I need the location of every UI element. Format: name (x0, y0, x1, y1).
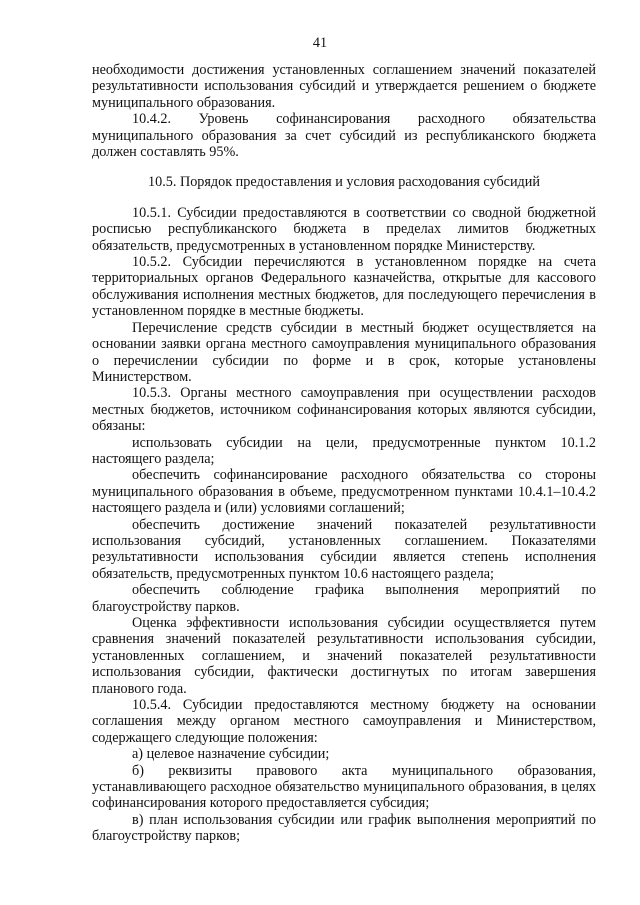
paragraph-10-5-1: 10.5.1. Субсидии предоставляются в соответствии со сводной бюджетной росписью республиканского бюджета в пределах лимитов бюджетных обязательств, предусмотренных в установленном порядке Министерству. (92, 204, 596, 254)
paragraph-transfer: Перечисление средств субсидии в местный бюджет осуществляется на основании заявки органа местного самоуправления муниципального образования о перечислении субсидии по форме и в срок, которые установлены Министерством. (92, 319, 596, 385)
agreement-item: а) целевое назначение субсидии; (132, 746, 330, 763)
paragraph-continuation: необходимости достижения установленных соглашением значений показателей результативности использования субсидий и утверждается решением о бюджете муниципального образования. (92, 62, 596, 111)
paragraph-10-5-2: 10.5.2. Субсидии перечисляются в установленном порядке на счета территориальных органов Федерального казначейства, открытые для кассового обслуживания исполнения местных бюджетов, для последующего перечисления в установленном порядке в местные бюджеты. (92, 254, 596, 320)
obligation-item: обеспечить достижение значений показателей результативности использования субсидий, установленных соглашением. Показателями результативности использования субсидии является степень исполнения обязательств, предусмотренных пунктом 10.6 настоящего раздела; (92, 516, 596, 582)
obligation-item: обеспечить софинансирование расходного обязательства со стороны муниципального образования в объеме, предусмотренном пунктами 10.4.1–10.4.2 настоящего раздела и (или) условиями соглашений; (92, 467, 596, 517)
agreement-item: в) план использования субсидии или график выполнения мероприятий по благоустройству парков; (92, 811, 596, 845)
document-body (92, 62, 596, 845)
obligation-item: использовать субсидии на цели, предусмотренные пунктом 10.1.2 настоящего раздела; (92, 434, 596, 467)
paragraph-10-4-2: 10.4.2. Уровень софинансирования расходного обязательства муниципального образования за счет субсидий из республиканского бюджета должен составлять 95%. (92, 111, 596, 161)
paragraph-10-5-4: 10.5.4. Субсидии предоставляются местному бюджету на основании соглашения между органом местного самоуправления и Министерством, содержащего следующие положения: (92, 697, 596, 746)
page-number: 41 (312, 35, 328, 51)
section-heading: 10.5. Порядок предоставления и условия расходования субсидий (148, 174, 540, 191)
agreement-item: б) реквизиты правового акта муниципального образования, устанавливающего расходное обязательство муниципального образования, в целях софинансирования которого предоставляется субсидия; (92, 762, 596, 812)
paragraph-10-5-3: 10.5.3. Органы местного самоуправления при осуществлении расходов местных бюджетов, источником софинансирования которых являются субсидии, обязаны: (92, 385, 596, 435)
obligation-item: обеспечить соблюдение графика выполнения мероприятий по благоустройству парков. (92, 582, 596, 615)
paragraph-evaluation: Оценка эффективности использования субсидии осуществляется путем сравнения значений показателей результативности использования субсидии, установленных соглашением, и значений показателей результативности использования субсидии, фактически достигнутых по итогам завершения планового года. (92, 615, 596, 697)
